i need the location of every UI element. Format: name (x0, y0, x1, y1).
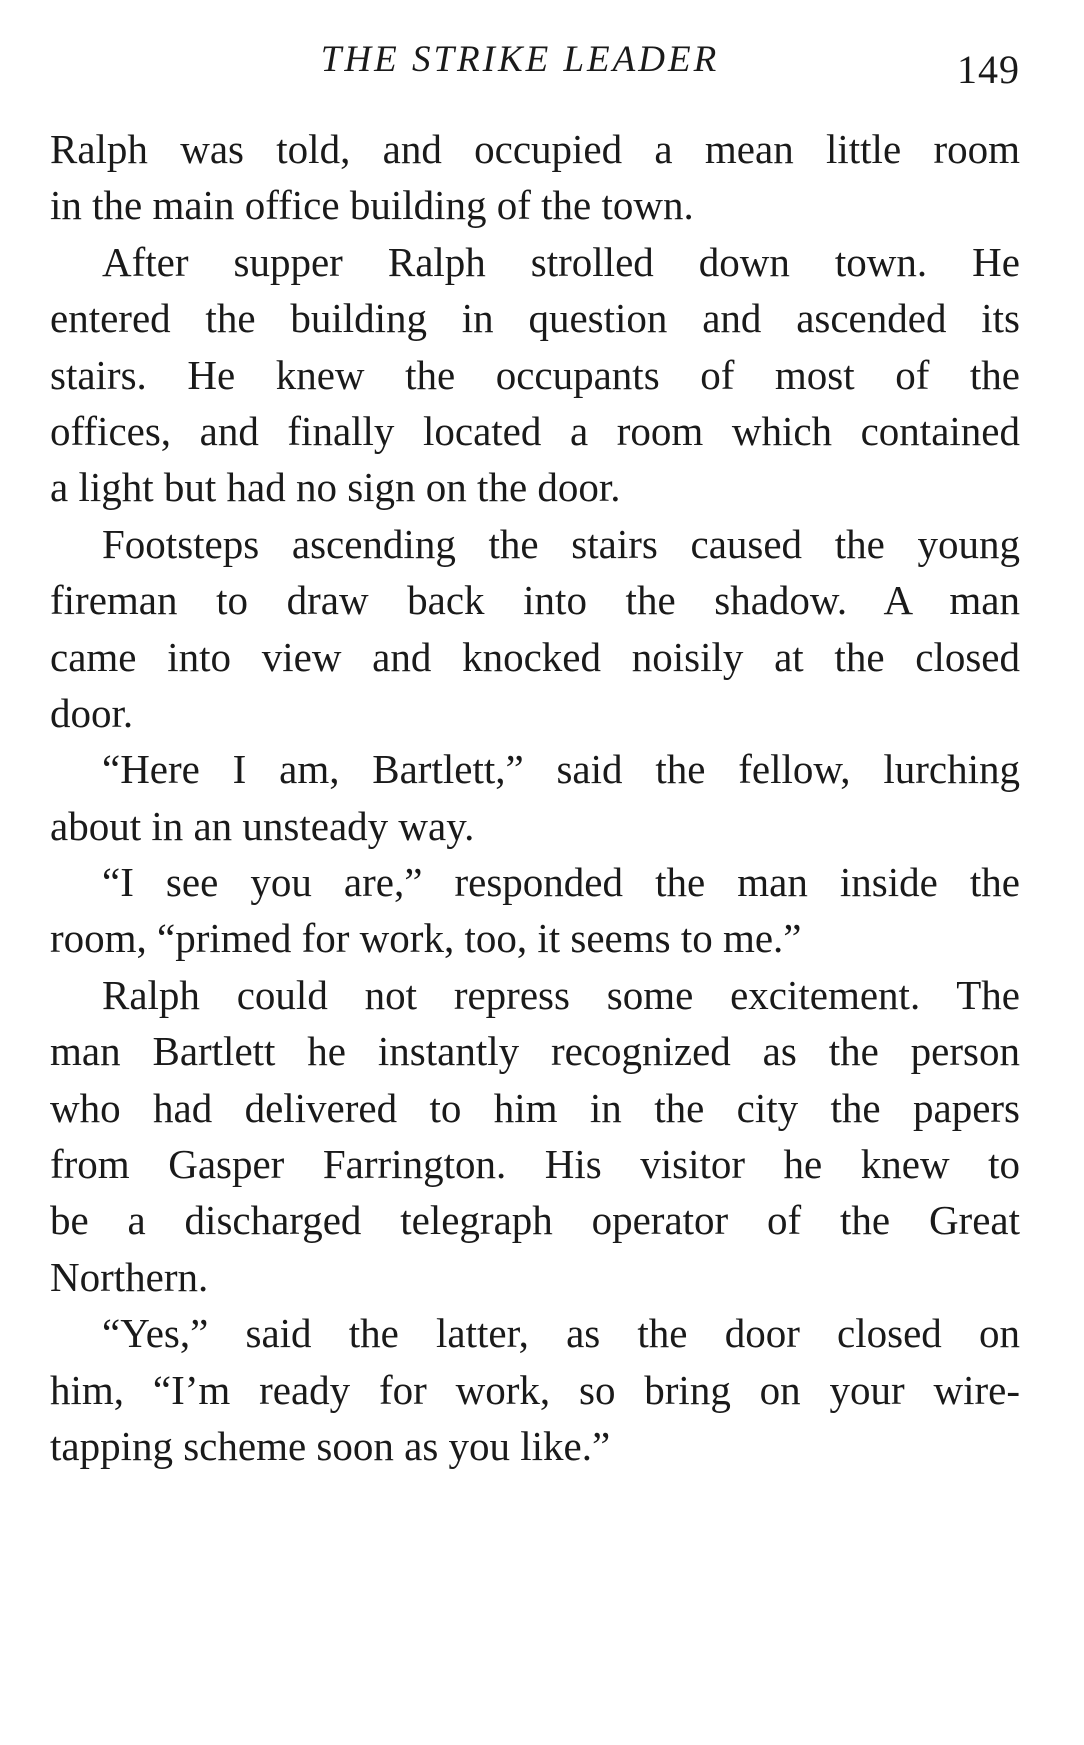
text-line: a light but had no sign on the door. (50, 464, 621, 511)
text-line: door. (50, 689, 134, 736)
text-line: Northern. (50, 1253, 209, 1300)
text-line: stairs. He knew the occupants of most of the (50, 351, 1020, 398)
text-line: tapping scheme soon as you like.” (50, 1422, 611, 1469)
text-line: “Yes,” said the latter, as the door closed on (102, 1310, 1020, 1357)
text-line: room, “primed for work, too, it seems to me.” (50, 915, 802, 962)
text-line: in the main office building of the town. (50, 182, 694, 229)
text-line: him, “I’m ready for work, so bring on your wire- (50, 1366, 1020, 1413)
text-line: Ralph was told, and occupied a mean little room (50, 126, 1020, 172)
text-line: came into view and knocked noisily at the closed (50, 633, 1020, 680)
text-line: be a discharged telegraph operator of the Great (50, 1197, 1020, 1244)
text-line: entered the building in question and ascended its (50, 295, 1020, 342)
text-line: “Here I am, Bartlett,” said the fellow, lurching (102, 746, 1020, 793)
running-head (50, 30, 1020, 90)
text-line: who had delivered to him in the city the papers (50, 1084, 1020, 1131)
text-line: After supper Ralph strolled down town. He (102, 238, 1020, 285)
body-text (50, 121, 1020, 1474)
text-line: “I see you are,” responded the man inside the (102, 859, 1020, 906)
running-title: THE STRIKE LEADER (320, 39, 720, 80)
text-line: man Bartlett he instantly recognized as the person (50, 1028, 1020, 1075)
text-line: from Gasper Farrington. His visitor he knew to (50, 1141, 1020, 1188)
text-line: Footsteps ascending the stairs caused the young (102, 520, 1020, 567)
text-line: fireman to draw back into the shadow. A man (50, 577, 1020, 624)
page-number: 149 (957, 47, 1020, 92)
text-line: offices, and finally located a room which contained (50, 407, 1020, 454)
text-line: Ralph could not repress some excitement. The (102, 971, 1020, 1018)
text-line: about in an unsteady way. (50, 802, 475, 849)
